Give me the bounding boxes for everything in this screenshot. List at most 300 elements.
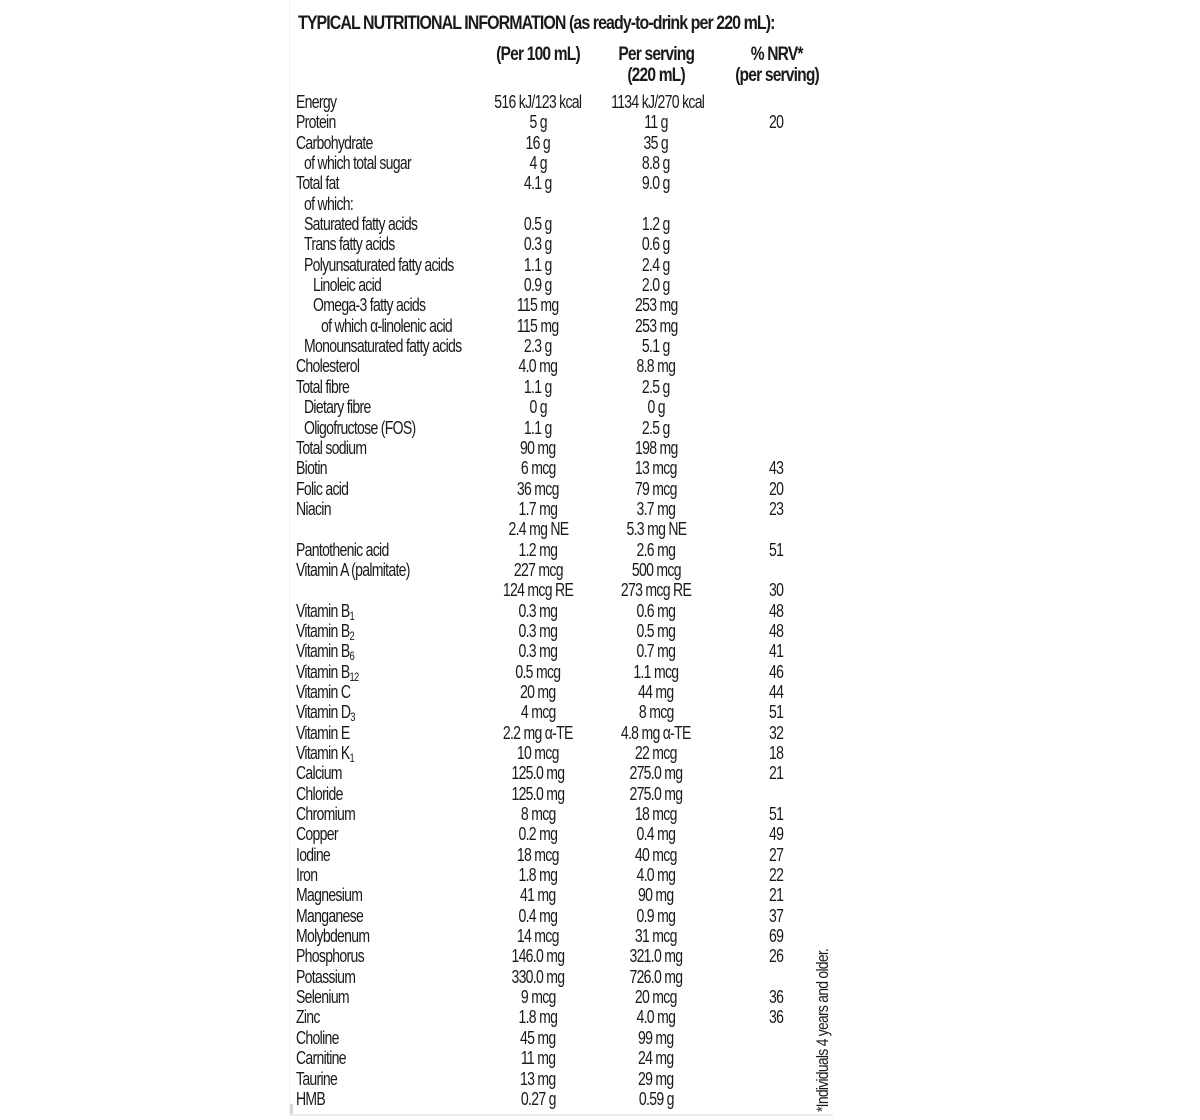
nutrient-name-label: Omega-3 fatty acids xyxy=(313,295,426,316)
value-per-serving-text: 275.0 mg xyxy=(629,783,683,804)
value-per-serving xyxy=(598,662,714,682)
value-per-serving xyxy=(598,641,714,661)
value-per-serving xyxy=(598,112,714,132)
value-per-100ml xyxy=(478,133,598,153)
nutrient-name-text xyxy=(296,824,338,844)
value-nrv xyxy=(716,845,836,865)
table-row xyxy=(0,743,1200,763)
nutrient-name-text xyxy=(296,723,350,743)
value-nrv-text: 32 xyxy=(768,722,784,743)
value-nrv-text: 22 xyxy=(768,865,784,886)
nutrient-name-subscript: 1 xyxy=(349,751,355,765)
value-per-100ml xyxy=(478,824,598,844)
value-nrv xyxy=(716,784,836,804)
value-per-100ml-text: 1.1 g xyxy=(524,376,552,397)
nutrient-name xyxy=(296,926,390,946)
value-per-100ml-text: 4.0 mg xyxy=(518,356,558,377)
table-row xyxy=(0,316,1200,336)
nutrient-name-label: Linoleic acid xyxy=(313,275,382,296)
value-per-100ml xyxy=(478,560,598,580)
value-per-serving xyxy=(598,316,714,336)
value-per-100ml-text: 115 mg xyxy=(517,315,559,336)
value-per-serving-text: 8 mcg xyxy=(638,702,674,723)
value-per-serving-text: 24 mg xyxy=(638,1048,674,1069)
table-row xyxy=(0,1089,1200,1109)
table-row xyxy=(0,519,1200,539)
value-per-100ml-text: 10 mcg xyxy=(517,743,559,763)
value-nrv-text: 36 xyxy=(768,987,784,1008)
table-row xyxy=(0,1007,1200,1027)
value-per-100ml xyxy=(478,967,598,987)
table-row xyxy=(0,682,1200,702)
nutrient-name xyxy=(296,133,394,153)
value-per-serving xyxy=(598,397,714,417)
value-nrv-text: 26 xyxy=(768,946,784,967)
nutrient-name-label: Zinc xyxy=(296,1007,320,1028)
nutrient-name-label: Vitamin B xyxy=(296,661,350,682)
value-per-serving xyxy=(598,153,714,173)
value-per-serving-text: 3.7 mg xyxy=(636,498,676,519)
nutrient-name-label: Phosphorus xyxy=(296,946,364,967)
value-per-serving xyxy=(598,499,714,519)
value-per-100ml-text: 41 mg xyxy=(520,885,556,906)
value-per-100ml-text: 227 mcg xyxy=(513,559,563,580)
nutrient-name-label: Calcium xyxy=(296,763,342,784)
value-per-serving-text: 2.4 g xyxy=(642,254,670,275)
column-header-per-100ml-line: (Per 100 mL) xyxy=(496,44,580,65)
value-per-100ml xyxy=(478,702,598,722)
nutrient-name-label: Oligofructose (FOS) xyxy=(304,417,416,438)
value-per-100ml xyxy=(478,1007,598,1027)
nutrient-name-label: Folic acid xyxy=(296,478,349,499)
value-nrv-text: 46 xyxy=(768,661,784,682)
value-per-100ml xyxy=(478,519,598,539)
value-per-100ml xyxy=(478,275,598,295)
value-nrv-text: 21 xyxy=(768,885,784,906)
table-row xyxy=(0,641,1200,664)
value-nrv xyxy=(716,336,836,356)
nutrient-name xyxy=(296,865,323,885)
nutrient-name-text xyxy=(296,784,343,804)
nutrient-name-subscript: 6 xyxy=(349,649,355,664)
value-nrv-text: 18 xyxy=(768,743,784,763)
value-per-serving-text: 90 mg xyxy=(638,885,674,906)
value-per-100ml xyxy=(478,580,598,600)
value-per-serving xyxy=(598,865,714,885)
value-per-100ml-text: 125.0 mg xyxy=(511,763,565,784)
value-per-100ml-text: 45 mg xyxy=(520,1027,556,1048)
value-nrv-text: 20 xyxy=(768,112,784,133)
nutrient-name-text xyxy=(296,865,317,885)
table-row xyxy=(0,763,1200,783)
value-per-100ml xyxy=(478,356,598,376)
value-per-100ml xyxy=(478,234,598,254)
nutrient-name-text xyxy=(296,946,364,966)
value-per-serving-text: 0.9 mg xyxy=(636,905,676,926)
table-row xyxy=(0,967,1200,987)
nutrient-name-label: Vitamin B xyxy=(296,620,350,641)
value-per-serving xyxy=(598,580,714,600)
value-per-100ml-text: 516 kJ/123 kcal xyxy=(494,92,582,112)
nutrient-name xyxy=(296,967,372,987)
nutrient-name-label: Energy xyxy=(296,92,337,112)
nutrient-name-label: Carnitine xyxy=(296,1048,346,1069)
value-per-100ml xyxy=(478,479,598,499)
value-per-serving-text: 1.2 g xyxy=(642,214,670,235)
nutrient-name-text xyxy=(304,153,411,173)
value-per-100ml xyxy=(478,499,598,519)
value-per-serving xyxy=(598,295,714,315)
table-row xyxy=(0,377,1200,397)
value-per-serving xyxy=(598,194,714,214)
value-per-serving xyxy=(598,479,714,499)
column-header-nrv xyxy=(714,44,840,86)
table-row xyxy=(0,784,1200,804)
nutrient-name-text xyxy=(296,845,330,865)
value-per-serving xyxy=(598,1028,714,1048)
value-per-serving xyxy=(598,743,714,763)
nutrient-name-label: of which: xyxy=(304,193,354,214)
nutrient-name xyxy=(296,1048,360,1068)
table-row xyxy=(0,621,1200,641)
nutrient-name-text xyxy=(296,458,327,478)
value-per-100ml-text: 16 g xyxy=(525,132,551,153)
value-per-100ml xyxy=(478,194,598,214)
value-nrv-text: 69 xyxy=(768,926,784,947)
nutrient-name-text xyxy=(296,1069,337,1089)
value-per-serving-text: 29 mg xyxy=(638,1068,674,1089)
nutrient-name xyxy=(296,763,355,783)
nutrient-name xyxy=(296,499,341,519)
nutrient-name xyxy=(313,295,457,315)
value-per-100ml-text: 125.0 mg xyxy=(511,783,565,804)
value-per-serving-text: 18 mcg xyxy=(635,804,677,825)
nutrient-name-label: Chromium xyxy=(296,804,356,825)
value-per-100ml xyxy=(478,418,598,438)
nutrient-name xyxy=(296,723,365,743)
column-header-nrv-line: (per serving) xyxy=(735,65,819,86)
value-per-100ml-text: 0.3 mg xyxy=(518,620,558,641)
value-nrv xyxy=(716,641,836,661)
value-per-serving xyxy=(598,682,714,702)
value-per-100ml xyxy=(478,784,598,804)
table-row xyxy=(0,173,1200,193)
value-per-serving-text: 4.8 mg α-TE xyxy=(621,722,691,743)
nutrient-name-text xyxy=(296,377,349,397)
value-per-100ml-text: 4 mcg xyxy=(520,702,556,723)
value-nrv xyxy=(716,865,836,885)
value-per-serving-text: 99 mg xyxy=(638,1027,674,1048)
value-per-100ml xyxy=(478,723,598,743)
table-row xyxy=(0,906,1200,926)
value-per-100ml-text: 0.9 g xyxy=(524,275,552,296)
table-row xyxy=(0,336,1200,356)
nutrient-name-text xyxy=(304,255,454,275)
nutrient-name xyxy=(296,906,382,926)
nutrient-name-label: Vitamin A (palmitate) xyxy=(296,559,410,580)
value-per-serving xyxy=(598,92,714,112)
value-per-serving xyxy=(598,438,714,458)
nutrient-name-text xyxy=(296,479,348,499)
nutrient-name xyxy=(296,112,347,132)
value-per-serving-text: 726.0 mg xyxy=(629,966,683,987)
value-nrv xyxy=(716,316,836,336)
value-nrv xyxy=(716,743,836,763)
value-per-100ml-text: 1.1 g xyxy=(524,254,552,275)
table-row xyxy=(0,540,1200,560)
value-per-100ml xyxy=(478,255,598,275)
value-nrv xyxy=(716,214,836,234)
value-per-serving xyxy=(598,133,714,153)
value-per-100ml-text: 5 g xyxy=(529,112,547,133)
value-nrv xyxy=(716,438,836,458)
value-per-100ml-text: 2.4 mg NE xyxy=(507,519,569,540)
value-per-100ml xyxy=(478,173,598,193)
value-per-100ml-text: 0.3 mg xyxy=(518,600,558,621)
table-row xyxy=(0,275,1200,295)
value-per-100ml-text: 9 mcg xyxy=(520,987,556,1008)
nutrient-name-text xyxy=(296,1028,339,1048)
table-row xyxy=(0,865,1200,885)
value-per-serving xyxy=(598,560,714,580)
value-per-serving-text: 44 mg xyxy=(638,681,674,702)
value-per-100ml xyxy=(478,214,598,234)
table-row xyxy=(0,234,1200,254)
value-nrv-text: 23 xyxy=(768,498,784,519)
nutrient-name-text xyxy=(313,275,381,295)
table-row xyxy=(0,1069,1200,1089)
nutrient-name xyxy=(304,214,449,234)
nutrient-name-label: Protein xyxy=(296,112,336,133)
value-per-serving xyxy=(598,601,714,621)
table-row xyxy=(0,845,1200,865)
table-row xyxy=(0,255,1200,275)
nutrient-name-label: Vitamin K xyxy=(296,743,350,763)
value-per-100ml xyxy=(478,438,598,458)
nutrient-name-label: Polyunsaturated fatty acids xyxy=(304,254,454,275)
value-nrv-text: 48 xyxy=(768,600,784,621)
nutrient-name xyxy=(296,946,383,966)
nutrient-name-subscript: 2 xyxy=(349,628,355,643)
nutrient-name-label: Vitamin B xyxy=(296,641,350,662)
value-per-100ml-text: 1.7 mg xyxy=(518,498,558,519)
nutrient-name-label: Magnesium xyxy=(296,885,363,906)
nutrient-name-label: Total fat xyxy=(296,173,339,194)
nutrient-name-text xyxy=(296,967,355,987)
value-per-100ml-text: 0.3 g xyxy=(524,234,552,255)
nutrient-name-label: Potassium xyxy=(296,966,356,987)
table-row xyxy=(0,601,1200,621)
value-per-100ml-text: 36 mcg xyxy=(517,478,559,499)
value-per-100ml-text: 18 mcg xyxy=(517,844,559,865)
value-per-serving-text: 79 mcg xyxy=(635,478,677,499)
nutrient-name-text xyxy=(296,885,362,905)
value-per-100ml xyxy=(478,1048,598,1068)
value-per-serving-text: 9.0 g xyxy=(642,173,670,194)
nutrient-name xyxy=(304,255,496,275)
value-nrv-text: 44 xyxy=(768,681,784,702)
value-nrv xyxy=(716,234,836,254)
value-per-100ml xyxy=(478,336,598,356)
value-per-100ml-text: 1.8 mg xyxy=(518,865,558,886)
nutrient-name-label: Copper xyxy=(296,824,338,845)
value-per-100ml xyxy=(478,601,598,621)
nutrient-name-label: Biotin xyxy=(296,458,327,479)
value-per-serving xyxy=(598,214,714,234)
nutrient-name xyxy=(304,234,420,254)
nutrient-name-label: Total fibre xyxy=(296,376,350,397)
value-nrv xyxy=(716,763,836,783)
nutrient-name xyxy=(296,356,377,376)
value-per-serving xyxy=(598,946,714,966)
value-per-100ml xyxy=(478,865,598,885)
nutrient-name-text xyxy=(296,926,369,946)
value-per-100ml xyxy=(478,763,598,783)
nutrient-name xyxy=(296,1089,333,1109)
value-per-serving xyxy=(598,458,714,478)
value-per-serving-text: 4.0 mg xyxy=(636,1007,676,1028)
nutrient-name-label: Vitamin C xyxy=(296,681,351,702)
nutrient-name xyxy=(304,194,367,214)
value-nrv-text: 30 xyxy=(768,580,784,601)
value-per-100ml-text: 4.1 g xyxy=(524,173,552,194)
nutrient-name-subscript: 1 xyxy=(349,608,355,623)
nutrient-name-subscript: 12 xyxy=(349,669,359,684)
value-per-serving-text: 1134 kJ/270 kcal xyxy=(611,92,705,112)
nutrient-name-label: Carbohydrate xyxy=(296,132,373,153)
nutrient-name-label: Vitamin E xyxy=(296,722,350,743)
value-per-serving-text: 0 g xyxy=(647,397,665,418)
value-per-100ml-text: 6 mcg xyxy=(520,458,556,479)
value-per-100ml xyxy=(478,458,598,478)
nutrient-name-label: of which total sugar xyxy=(304,153,411,174)
value-nrv xyxy=(716,580,836,600)
table-row xyxy=(0,438,1200,458)
nutrient-name xyxy=(296,682,366,702)
value-per-serving xyxy=(598,621,714,641)
value-per-serving xyxy=(598,763,714,783)
nutrient-name xyxy=(296,173,351,193)
nutrient-name xyxy=(296,479,363,499)
nutrient-name-text xyxy=(296,1089,325,1109)
table-row xyxy=(0,662,1200,682)
nutrient-name-text xyxy=(313,295,425,315)
value-per-100ml xyxy=(478,295,598,315)
value-per-100ml-text: 90 mg xyxy=(520,437,556,458)
nutrient-name-text xyxy=(304,418,416,438)
value-nrv-text: 41 xyxy=(768,641,784,662)
table-row xyxy=(0,702,1200,725)
table-row xyxy=(0,214,1200,234)
column-header-per-100ml xyxy=(478,44,598,65)
value-per-serving xyxy=(598,885,714,905)
value-nrv xyxy=(716,906,836,926)
nutrient-name-text xyxy=(296,112,336,132)
value-per-100ml-text: 1.1 g xyxy=(524,417,552,438)
value-nrv xyxy=(716,458,836,478)
value-per-serving xyxy=(598,275,714,295)
value-nrv-text: 20 xyxy=(768,478,784,499)
nutrient-name-text xyxy=(304,336,461,356)
value-per-100ml-text: 0 g xyxy=(529,397,547,418)
table-row xyxy=(0,987,1200,1007)
nutrient-name xyxy=(296,92,348,112)
value-per-100ml xyxy=(478,641,598,661)
value-per-serving-text: 0.5 mg xyxy=(636,620,676,641)
value-per-serving xyxy=(598,255,714,275)
value-per-serving-text: 2.5 g xyxy=(642,376,670,397)
column-header-per-serving-line: Per serving xyxy=(618,44,694,65)
value-per-100ml xyxy=(478,987,598,1007)
value-per-serving-text: 35 g xyxy=(643,132,669,153)
value-per-serving xyxy=(598,418,714,438)
nutrient-name-text xyxy=(296,92,336,112)
page-title: TYPICAL NUTRITIONAL INFORMATION (as ready-to-drink per 220 mL): xyxy=(298,13,775,34)
table-row xyxy=(0,560,1200,580)
value-per-100ml-text: 11 mg xyxy=(520,1048,556,1069)
value-per-serving-text: 8.8 g xyxy=(642,153,670,174)
value-nrv xyxy=(716,601,836,621)
table-row xyxy=(0,112,1200,132)
nutrient-name-label: Pantothenic acid xyxy=(296,539,389,560)
value-per-serving-text: 0.6 g xyxy=(642,234,670,255)
nutrient-name-label: Iron xyxy=(296,865,318,886)
nutrient-name-label: Vitamin B xyxy=(296,600,350,621)
table-row xyxy=(0,824,1200,844)
value-per-serving-text: 275.0 mg xyxy=(629,763,683,784)
nutrient-name-text xyxy=(296,987,349,1007)
value-per-serving xyxy=(598,540,714,560)
value-per-100ml-text: 115 mg xyxy=(517,295,559,316)
table-row xyxy=(0,194,1200,214)
nutrient-name-label: Chloride xyxy=(296,783,343,804)
value-nrv-text: 43 xyxy=(768,458,784,479)
nutrient-name xyxy=(304,397,389,417)
value-per-serving xyxy=(598,1007,714,1027)
table-row xyxy=(0,580,1200,600)
table-row xyxy=(0,92,1200,112)
nutrient-name xyxy=(296,560,442,580)
value-per-serving-text: 198 mg xyxy=(634,437,678,458)
value-per-100ml-text: 13 mg xyxy=(520,1068,556,1089)
value-nrv xyxy=(716,621,836,641)
table-row xyxy=(0,418,1200,438)
value-per-100ml xyxy=(478,540,598,560)
value-per-100ml xyxy=(478,845,598,865)
value-per-100ml-text: 0.27 g xyxy=(520,1088,556,1109)
value-per-serving xyxy=(598,519,714,539)
nutrient-name xyxy=(296,1028,351,1048)
value-per-serving-text: 31 mcg xyxy=(635,926,677,947)
value-per-100ml xyxy=(478,92,598,112)
value-nrv-text: 51 xyxy=(768,804,784,825)
value-per-serving xyxy=(598,804,714,824)
value-per-serving-text: 2.6 mg xyxy=(636,539,676,560)
value-per-100ml xyxy=(478,316,598,336)
nutrient-name-subscript: 3 xyxy=(350,710,355,725)
table-row xyxy=(0,946,1200,966)
value-per-serving xyxy=(598,173,714,193)
nutrient-name-label: Manganese xyxy=(296,905,364,926)
value-per-100ml xyxy=(478,1028,598,1048)
value-per-100ml xyxy=(478,926,598,946)
value-nrv xyxy=(716,377,836,397)
nutrient-name-label: Total sodium xyxy=(296,437,367,458)
value-per-serving xyxy=(598,784,714,804)
value-per-100ml xyxy=(478,743,598,763)
column-header-per-serving xyxy=(598,44,714,86)
nutrient-name-text xyxy=(296,499,331,519)
